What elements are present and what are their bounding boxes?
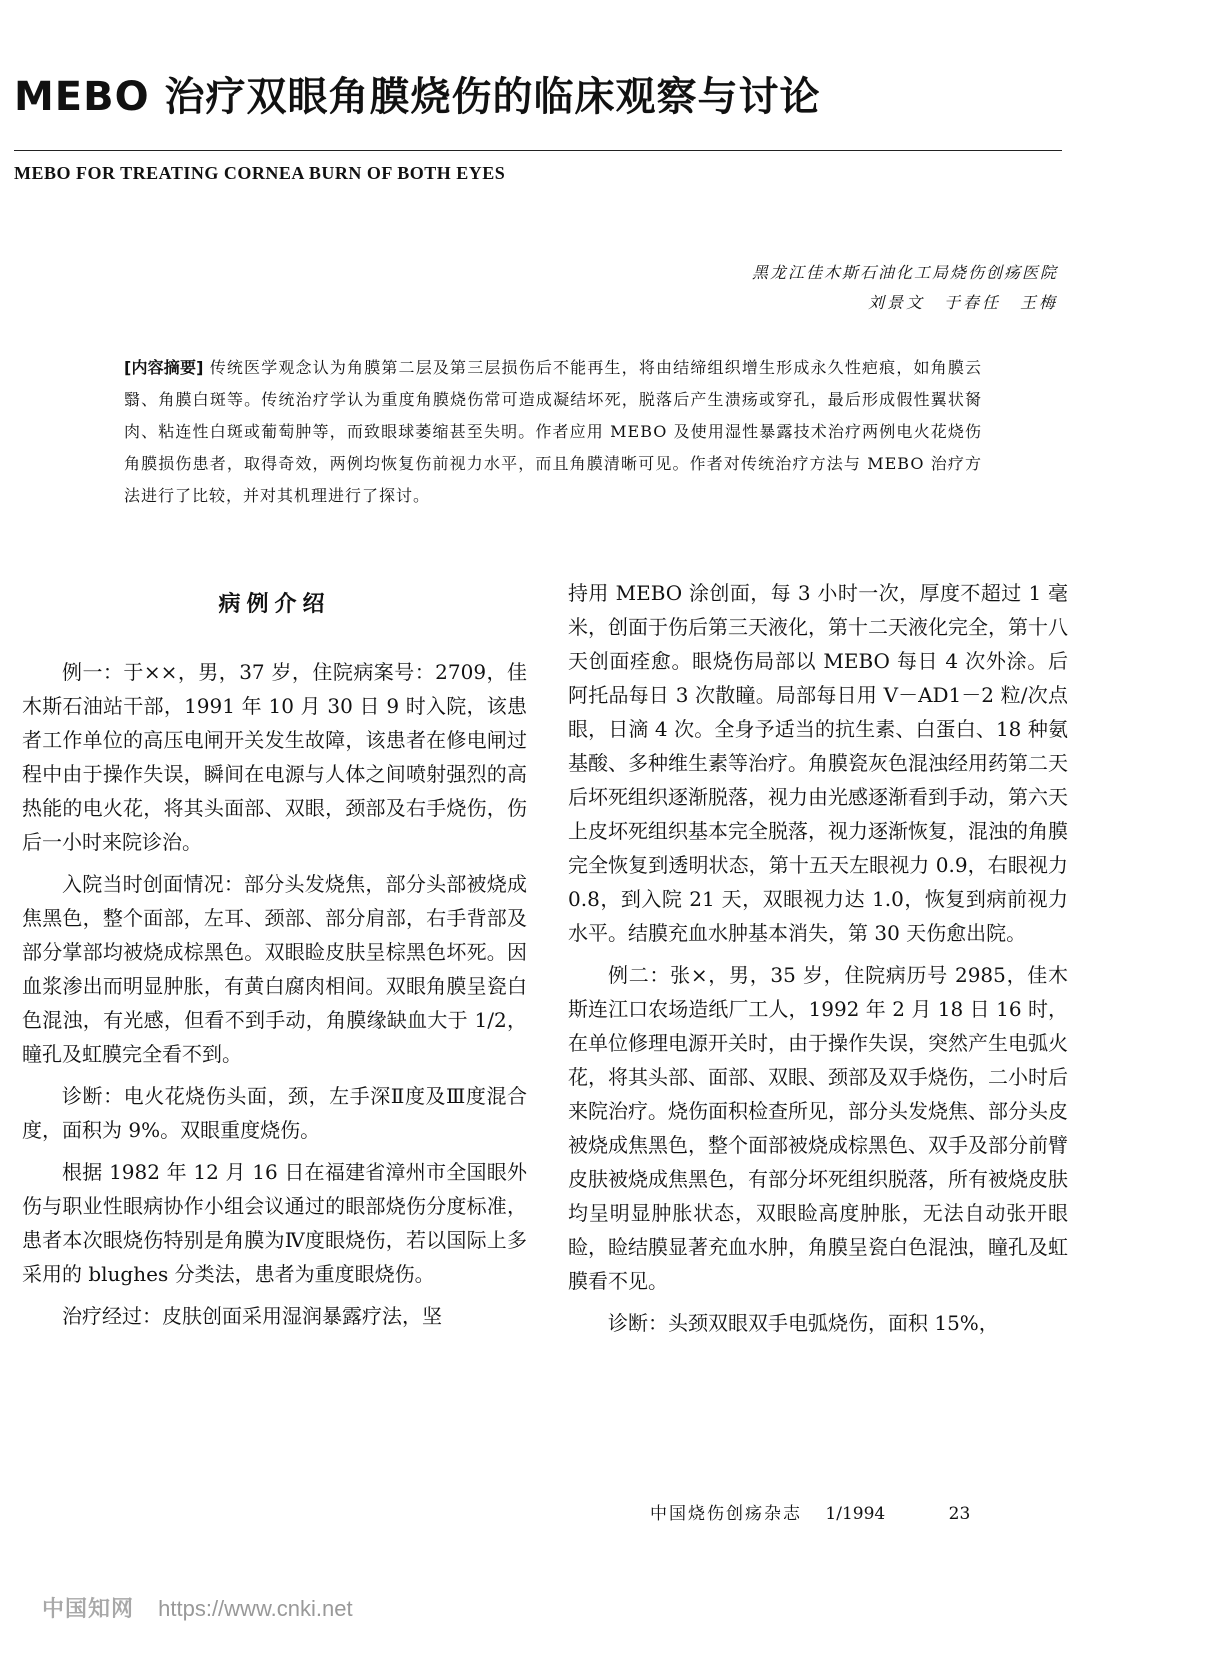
title-rule bbox=[14, 150, 1062, 151]
right-column bbox=[568, 576, 1068, 1348]
abstract-tag: [内容摘要] bbox=[124, 358, 204, 377]
cnki-watermark bbox=[42, 1594, 353, 1624]
paragraph: 例一：于××，男，37 岁，住院病案号：2709，佳木斯石油站干部，1991 年 10 月 30 日 9 时入院，该患者工作单位的高压电闸开关发生故障，该患者在修电闸过程中由于操作失误，瞬间在电源与人体之间喷射强烈的高热能的电火花，将其头面部、双眼，颈部及右手烧伤，伤后一小时来院诊治。 bbox=[22, 660, 527, 854]
paper-title: MEBO 治疗双眼角膜烧伤的临床观察与讨论 bbox=[14, 74, 821, 120]
paragraph: 诊断：头颈双眼双手电弧烧伤，面积 15%， bbox=[608, 1311, 999, 1335]
watermark-brand: 中国知网 bbox=[42, 1596, 135, 1621]
abstract-text: 传统医学观念认为角膜第二层及第三层损伤后不能再生，将由结缔组织增生形成永久性疤痕，如角膜云翳、角膜白斑等。传统治疗学认为重度角膜烧伤常可造成凝结坏死，脱落后产生溃疡或穿孔，最后形成假性翼状胬肉、粘连性白斑或葡萄肿等，而致眼球萎缩甚至失明。作者应用 MEBO 及使用湿性暴露技术治疗两例电火花烧伤角膜损伤患者，取得奇效，两例均恢复伤前视力水平，而且角膜清晰可见。作者对传统治疗方法与 MEBO 治疗方法进行了比较，并对其机理进行了探讨。 bbox=[124, 358, 982, 505]
section-heading: 病例介绍 bbox=[218, 592, 331, 617]
paragraph: 诊断：电火花烧伤头面，颈，左手深Ⅱ度及Ⅲ度混合度，面积为 9%。双眼重度烧伤。 bbox=[22, 1084, 527, 1142]
english-title: MEBO FOR TREATING CORNEA BURN OF BOTH EYES bbox=[14, 163, 506, 183]
page-number: 23 bbox=[948, 1504, 971, 1524]
page-footer bbox=[650, 1500, 1070, 1528]
abstract bbox=[124, 352, 982, 512]
paragraph: 治疗经过：皮肤创面采用湿润暴露疗法，坚 bbox=[62, 1304, 442, 1328]
watermark-url[interactable]: https://www.cnki.net bbox=[158, 1596, 353, 1621]
affiliation: 黑龙江佳木斯石油化工局烧伤创疡医院 bbox=[751, 263, 1058, 282]
paragraph: 入院当时创面情况：部分头发烧焦，部分头部被烧成焦黑色，整个面部，左耳、颈部、部分肩部，右手背部及部分掌部均被烧成棕黑色。双眼睑皮肤呈棕黑色坏死。因血浆渗出而明显肿胀，有黄白腐肉相间。双眼角膜呈瓷白色混浊，有光感，但看不到手动，角膜缘缺血大于 1/2，瞳孔及虹膜完全看不到。 bbox=[22, 872, 527, 1066]
authors: 刘景文 于春任 王梅 bbox=[867, 293, 1058, 312]
paragraph: 持用 MEBO 涂创面，每 3 小时一次，厚度不超过 1 毫米，创面于伤后第三天液化，第十二天液化完全，第十八天创面痊愈。眼烧伤局部以 MEBO 每日 4 次外涂。后阿托品每日 3 次散瞳。局部每日用 V－AD1－2 粒/次点眼，日滴 4 次。全身予适当的抗生素、白蛋白、18 种氨基酸、多种维生素等治疗。角膜瓷灰色混浊经用药第二天后坏死组织逐渐脱落，视力由光感逐渐看到手动，第六天上皮坏死组织基本完全脱落，视力逐渐恢复，混浊的角膜完全恢复到透明状态，第十五天左眼视力 0.9，右眼视力 0.8，到入院 21 天，双眼视力达 1.0，恢复到病前视力水平。结膜充血水肿基本消失，第 30 天伤愈出院。 bbox=[568, 581, 1068, 945]
paragraph: 根据 1982 年 12 月 16 日在福建省漳州市全国眼外伤与职业性眼病协作小组会议通过的眼部烧伤分度标准，患者本次眼烧伤特别是角膜为Ⅳ度眼烧伤，若以国际上多采用的 blughes 分类法，患者为重度眼烧伤。 bbox=[22, 1160, 527, 1286]
journal-name: 中国烧伤创疡杂志 bbox=[650, 1504, 802, 1524]
left-column bbox=[22, 655, 527, 1341]
paragraph: 例二：张×，男，35 岁，住院病历号 2985，佳木斯连江口农场造纸厂工人，1992 年 2 月 18 日 16 时，在单位修理电源开关时，由于操作失误，突然产生电弧火花，将其头部、面部、双眼、颈部及双手烧伤，二小时后来院治疗。烧伤面积检查所见，部分头发烧焦、部分头皮被烧成焦黑色，整个面部被烧成棕黑色、双手及部分前臂皮肤被烧成焦黑色，有部分坏死组织脱落，所有被烧皮肤均呈明显肿胀状态，双眼睑高度肿胀，无法自动张开眼睑，睑结膜显著充血水肿，角膜呈瓷白色混浊，瞳孔及虹膜看不见。 bbox=[568, 963, 1068, 1293]
journal-issue: 1/1994 bbox=[825, 1504, 886, 1524]
